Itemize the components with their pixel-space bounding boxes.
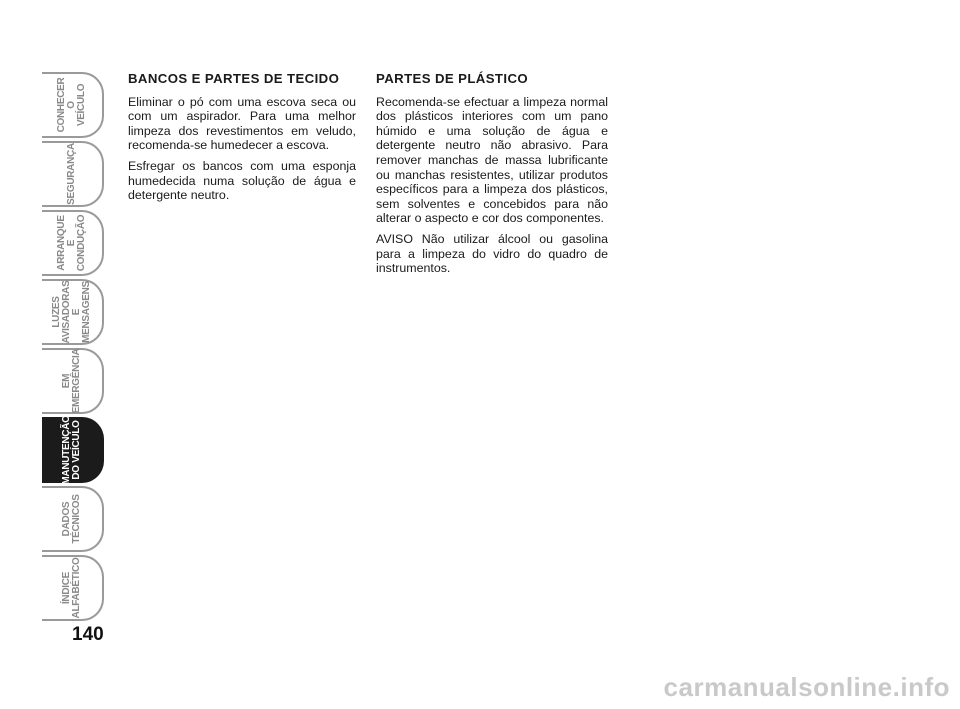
tab-arranque-e-conducao[interactable]: [42, 210, 104, 276]
tab-dados-tecnicos[interactable]: [42, 486, 104, 552]
tab-label: CONHECER O VEÍCULO: [56, 77, 87, 133]
tab-luzes-avisadoras[interactable]: [42, 279, 104, 345]
tab-manutencao-do-veiculo[interactable]: [42, 417, 104, 483]
tab-conhecer-o-veiculo[interactable]: [42, 72, 104, 138]
tab-label: LUZES AVISADORAS E MENSAGENS: [51, 280, 92, 344]
tab-label: DADOS TÉCNICOS: [61, 494, 82, 544]
tab-label: MANUTENÇÃO DO VEÍCULO: [61, 415, 82, 485]
left-column: [128, 72, 356, 209]
section-heading-plastico: PARTES DE PLÁSTICO: [376, 71, 529, 86]
chapter-sidebar: [42, 72, 104, 624]
paragraph: Esfregar os bancos com uma esponja humedecida numa solução de água e detergente neutro.: [128, 158, 356, 203]
page-number: 140: [72, 624, 104, 645]
watermark: carmanualsonline.info: [663, 672, 950, 702]
tab-seguranca[interactable]: [42, 141, 104, 207]
right-column: [376, 72, 608, 282]
warning-paragraph: AVISO Não utilizar álcool ou gasolina para a limpeza do vidro do quadro de instrumentos.: [376, 231, 608, 276]
tab-label: ÍNDICE ALFABÉTICO: [61, 557, 82, 619]
paragraph: Recomenda-se efectuar a limpeza normal dos plásticos interiores com um pano húmido e uma solução de água e detergente neutro não abrasivo. Para remover manchas de massa lubrificante ou manchas resistentes, utilizar produtos específicos para a limpeza dos plásticos, sem solventes e concebidos para não alterar o aspecto e cor dos componentes.: [376, 94, 608, 226]
tab-label: EM EMERGÊNCIA: [61, 348, 82, 414]
section-heading-tecido: BANCOS E PARTES DE TECIDO: [128, 71, 340, 86]
tab-indice-alfabetico[interactable]: [42, 555, 104, 621]
tab-em-emergencia[interactable]: [42, 348, 104, 414]
paragraph: Eliminar o pó com uma escova seca ou com um aspirador. Para uma melhor limpeza dos revestimentos em veludo, recomenda-se humedecer a escova.: [128, 94, 356, 153]
tab-label: ARRANQUE E CONDUÇÃO: [56, 214, 87, 272]
tab-label: SEGURANÇA: [66, 143, 77, 205]
